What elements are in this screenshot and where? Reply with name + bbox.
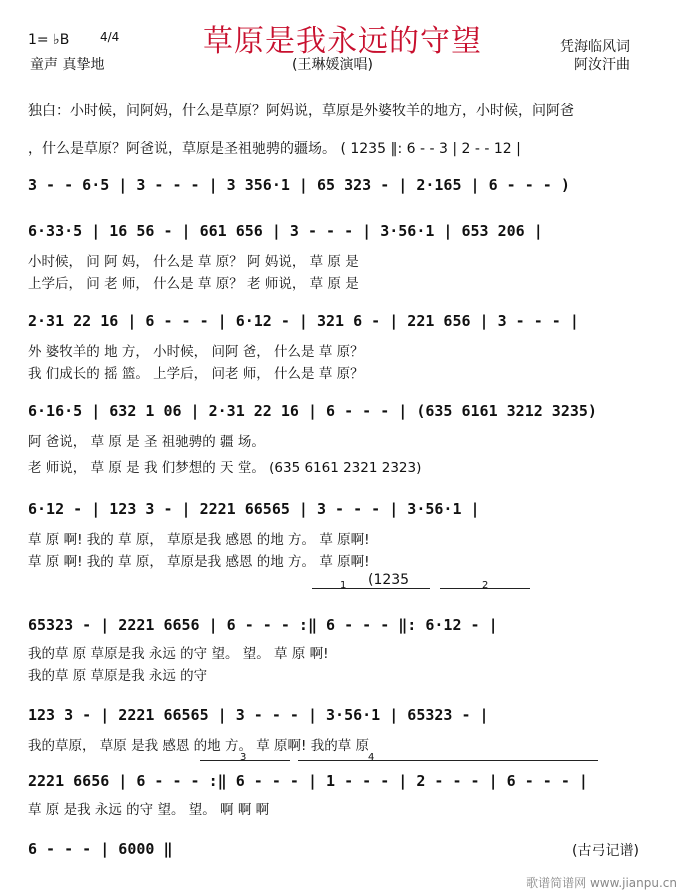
composer: 阿汝汗曲 [574,57,630,73]
notation-row-3: 2·31 22 16 | 6 - - - | 6·12 - | 321 6 - | 221 656 | 3 - - - | [28,312,579,330]
lyrics-row-5b: 草 原 啊! 我的 草 原， 草原是我 感恩 的地 方。 草 原啊! [28,554,370,570]
notation-row-6: 65323 - | 2221 6656 | 6 - - - :‖ 6 - - - ‖: 6·12 - | [28,616,498,634]
notation-row-7: 123 3 - | 2221 66565 | 3 - - - | 3·56·1 | 65323 - | [28,706,489,724]
volta-4-label: 4 [368,752,375,763]
notation-row-5: 6·12 - | 123 3 - | 2221 66565 | 3 - - - | 3·56·1 | [28,500,480,518]
volta-bracket-1 [312,588,430,589]
lyrics-row-2a: 小时候， 问 阿 妈， 什么是 草 原？ 阿 妈说， 草 原 是 [28,254,359,270]
lyrics-row-8a: 草 原 是我 永远 的守 望。 望。 啊 啊 啊 [28,802,270,818]
volta-bracket-4 [298,760,598,761]
volta-3-label: 3 [240,752,247,763]
key-signature: 1= ♭B [28,32,70,48]
lyrics-row-7a: 我的草原， 草原 是我 感恩 的地 方。 草 原啊! 我的草 原 [28,738,370,754]
notation-row-1: 3 - - 6·5 | 3 - - - | 3 356·1 | 65 323 - | 2·165 | 6 - - - ) [28,176,570,194]
lyrics-row-3b: 我 们成长的 摇 篮。 上学后， 问老 师， 什么是 草 原？ [28,366,364,382]
notation-row-4: 6·16·5 | 632 1 06 | 2·31 22 16 | 6 - - - | (635 6161 3212 3235) [28,402,597,420]
volta-1-intro: (1235 [368,572,410,588]
song-title: 草原是我永远的守望 [203,24,482,59]
lyrics-row-4a: 阿 爸说， 草 原 是 圣 祖驰骋的 疆 场。 [28,434,265,450]
lyrics-row-5a: 草 原 啊! 我的 草 原， 草原是我 感恩 的地 方。 草 原啊! [28,532,370,548]
volta-1-label: 1 [340,580,347,591]
lyrics-row-3a: 外 婆牧羊的 地 方， 小时候， 问阿 爸， 什么是 草 原？ [28,344,364,360]
lyrics-row-6a: 我的草 原 草原是我 永远 的守 望。 望。 草 原 啊! [28,646,329,662]
notation-credit: (古弓记谱) [572,843,639,859]
monologue-line-2: ，什么是草原？阿爸说，草原是圣祖驰骋的疆场。 ( 1235 ‖: 6 - - 3 | 2 - - 12 | [28,141,521,157]
lyrics-row-6b: 我的草 原 草原是我 永远 的守 [28,668,208,684]
time-signature: 4/4 [100,30,120,44]
monologue-line-1: 独白：小时候，问阿妈，什么是草原？阿妈说，草原是外婆牧羊的地方，小时候，问阿爸 [28,103,574,119]
lyrics-row-4b: 老 师说， 草 原 是 我 们梦想的 天 堂。 (635 6161 2321 2323) [28,460,422,476]
voice-style: 童声 真挚地 [30,57,105,73]
notation-row-9: 6 - - - | 6000 ‖ [28,840,173,858]
notation-row-2: 6·33·5 | 16 56 - | 661 656 | 3 - - - | 3·56·1 | 653 206 | [28,222,543,240]
performer: (王琳媛演唱) [292,57,373,73]
watermark: 歌谱简谱网 www.jianpu.cn [526,876,677,890]
volta-2-label: 2 [482,580,489,591]
lyrics-row-2b: 上学后， 问 老 师， 什么是 草 原？ 老 师说， 草 原 是 [28,276,359,292]
notation-row-8: 2221 6656 | 6 - - - :‖ 6 - - - | 1 - - - | 2 - - - | 6 - - - | [28,772,588,790]
lyricist: 凭海临风词 [560,39,630,55]
